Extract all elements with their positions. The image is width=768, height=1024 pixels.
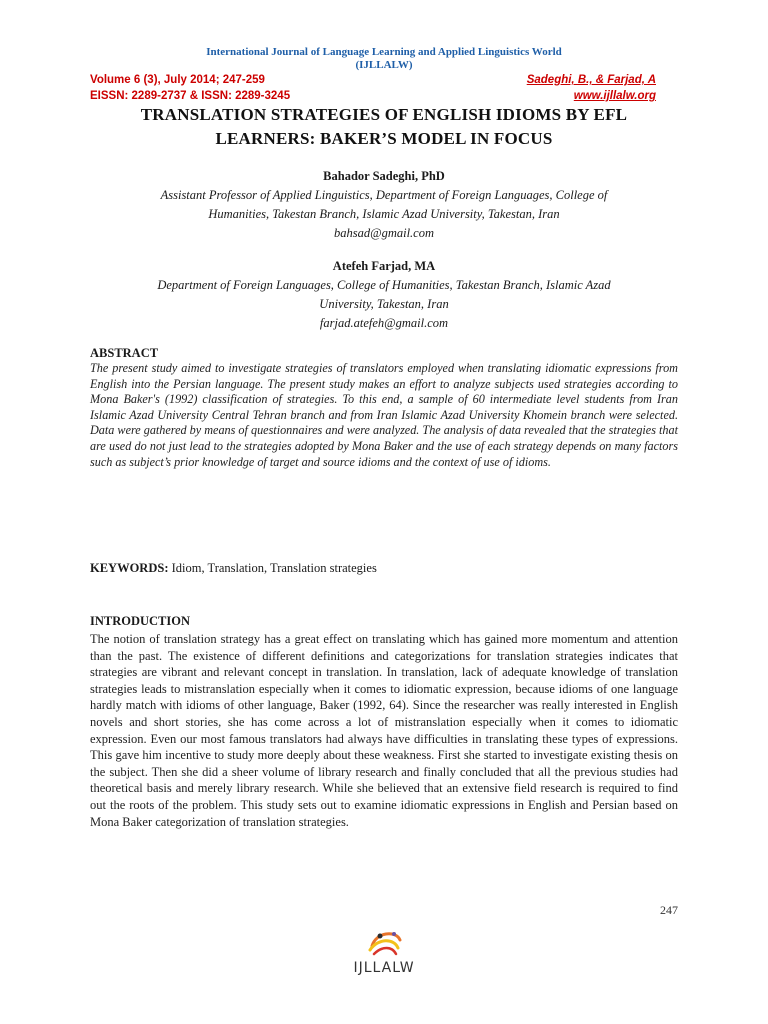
author-name: Atefeh Farjad, MA [332, 259, 436, 273]
journal-title: International Journal of Language Learning and Applied Linguistics World [206, 46, 562, 58]
author-affiliation [100, 186, 668, 243]
journal-abbrev: (IJLLALW) [355, 59, 413, 71]
issn-line: EISSN: 2289-2737 & ISSN: 2289-3245 [90, 90, 291, 102]
author-affiliation [100, 276, 668, 333]
introduction-text: The notion of translation strategy has a great effect on translating which has gained more momentum and attention than the past. The existence of different definitions and categorizations for translation strategies indicates that strategies are vibrant and relevant concept in translation. In translation, lack of adequate knowledge of translation strategies leads to mistranslation especially when it comes to idiomatic expression, because idioms of one language hardly match with idioms of other language, Baker (1992, 64). Since the researcher was really interested in English novels and short stories, she has come across a lot of mistranslation especially when it comes to idiomatic expression. Even our most famous translators had always have difficulties in translating these types of expressions. This gave him incentive to study more deeply about these weakness. First she started to investigate existing thesis on the subject. Then she did a sheer volume of library research and finally concluded that all the previous studies had theoretical basis and merely library research. While she believed that an extensive field research is required to find out the roots of the problem. This study sets out to examine idiomatic expressions in English and Persian based on Mona Baker categorization of translation strategies. [90, 632, 678, 829]
keywords-text: Idiom, Translation, Translation strategies [168, 561, 377, 575]
author-email[interactable]: farjad.atefeh@gmail.com [319, 316, 449, 330]
abstract-heading: ABSTRACT [90, 346, 159, 360]
article-title [60, 103, 708, 151]
page-number: 247 [660, 903, 678, 917]
affiliation-line: Department of Foreign Languages, College of Humanities, Takestan Branch, Islamic Azad [157, 278, 611, 292]
keywords-label: KEYWORDS: [90, 561, 169, 575]
title-line-1: TRANSLATION STRATEGIES OF ENGLISH IDIOMS BY EFL [140, 105, 628, 124]
keywords-line [90, 561, 377, 576]
affiliation-line: Assistant Professor of Applied Linguistics, Department of Foreign Languages, College of [160, 188, 608, 202]
introduction-heading: INTRODUCTION [90, 614, 191, 628]
logo-text: IJLLALW [353, 960, 415, 976]
title-line-2: LEARNERS: BAKER’S MODEL IN FOCUS [215, 129, 553, 148]
affiliation-line: Humanities, Takestan Branch, Islamic Azad University, Takestan, Iran [208, 207, 560, 221]
abstract-text: The present study aimed to investigate strategies of translators employed when translating idiomatic expressions from English into the Persian language. The present study makes an effort to analyze subjects used strategies according to Mona Baker's (1992) classification of strategies. To this end, a sample of 60 intermediate level students from Iran Islamic Azad University Central Tehran branch and from Iran Islamic Azad University Khomein branch were selected. Data were gathered by means of questionnaires and were analyzed. The analysis of data revealed that the strategies that are used do not just lead to the strategies adopted by Mona Baker and the use of each strategy depends on many factors such as subject’s prior knowledge of target and source idioms and the context of use of idioms. [90, 361, 678, 469]
website-link[interactable]: www.ijllalw.org [573, 90, 656, 102]
author-name: Bahador Sadeghi, PhD [323, 169, 445, 183]
authors-short: Sadeghi, B., & Farjad, A [526, 74, 656, 86]
journal-logo [334, 924, 434, 984]
author-email[interactable]: bahsad@gmail.com [333, 226, 435, 240]
affiliation-line: University, Takestan, Iran [319, 297, 449, 311]
colorful-swirl-logo-icon [334, 924, 434, 960]
volume-line: Volume 6 (3), July 2014; 247-259 [90, 74, 265, 86]
